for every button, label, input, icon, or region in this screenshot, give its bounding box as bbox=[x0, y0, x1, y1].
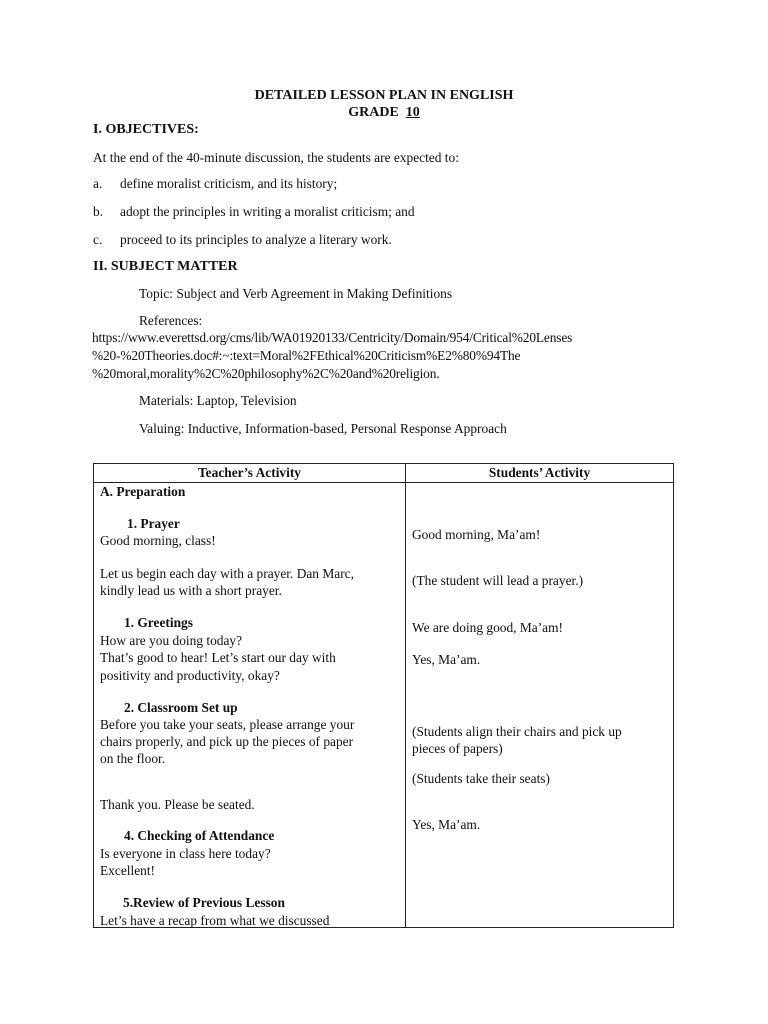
subject-matter-heading: II. SUBJECT MATTER bbox=[93, 259, 238, 274]
header-divider bbox=[94, 482, 673, 483]
objective-text: define moralist criticism, and its history; bbox=[120, 176, 338, 191]
teacher-text: How are you doing today? bbox=[100, 633, 243, 648]
students-column-header: Students’ Activity bbox=[488, 465, 591, 480]
objective-item-c bbox=[0, 232, 700, 250]
document-title: DETAILED LESSON PLAN IN ENGLISH bbox=[254, 88, 514, 103]
topic-line: Topic: Subject and Verb Agreement in Making Definitions bbox=[139, 286, 453, 301]
attendance-heading: 4. Checking of Attendance bbox=[124, 828, 275, 843]
teacher-text: Excellent! bbox=[100, 863, 156, 878]
teacher-text: Before you take your seats, please arrange your bbox=[100, 717, 355, 732]
teacher-text: kindly lead us with a short prayer. bbox=[100, 583, 282, 598]
objective-item-b bbox=[0, 204, 700, 222]
student-response: Yes, Ma’am. bbox=[412, 817, 481, 832]
objectives-heading: I. OBJECTIVES: bbox=[93, 122, 199, 137]
objective-text: adopt the principles in writing a moralist criticism; and bbox=[120, 204, 415, 219]
teacher-text: on the floor. bbox=[100, 751, 166, 766]
teacher-text: positivity and productivity, okay? bbox=[100, 668, 280, 683]
grade-value: 10 bbox=[405, 105, 420, 120]
objective-letter: b. bbox=[93, 204, 104, 219]
student-response: (Students take their seats) bbox=[412, 771, 550, 786]
student-response: We are doing good, Ma’am! bbox=[412, 620, 564, 635]
greetings-heading: 1. Greetings bbox=[124, 615, 193, 630]
materials-line: Materials: Laptop, Television bbox=[139, 393, 297, 408]
student-response: pieces of papers) bbox=[412, 741, 503, 756]
references-label: References: bbox=[139, 313, 203, 328]
reference-url-line-2: %20-%20Theories.doc#:~:text=Moral%2FEthical%20Criticism%E2%80%94The bbox=[92, 348, 521, 363]
student-response: Yes, Ma’am. bbox=[412, 652, 481, 667]
grade-label: GRADE bbox=[348, 105, 399, 120]
column-divider bbox=[405, 464, 406, 927]
objective-text: proceed to its principles to analyze a literary work. bbox=[120, 232, 392, 247]
objective-letter: a. bbox=[93, 176, 103, 191]
objectives-intro: At the end of the 40-minute discussion, the students are expected to: bbox=[93, 150, 459, 165]
student-response: (The student will lead a prayer.) bbox=[412, 573, 584, 588]
activity-table bbox=[93, 463, 674, 928]
teacher-text: chairs properly, and pick up the pieces of paper bbox=[100, 734, 354, 749]
teacher-text: Let us begin each day with a prayer. Dan Marc, bbox=[100, 566, 354, 581]
reference-url-line-3: %20moral,morality%2C%20philosophy%2C%20and%20religion. bbox=[92, 366, 440, 381]
prayer-heading: 1. Prayer bbox=[127, 516, 180, 531]
teacher-column-header: Teacher’s Activity bbox=[197, 465, 301, 480]
teacher-text: Good morning, class! bbox=[100, 533, 216, 548]
teacher-text: Thank you. Please be seated. bbox=[100, 797, 255, 812]
teacher-text: Is everyone in class here today? bbox=[100, 846, 271, 861]
student-response: (Students align their chairs and pick up bbox=[412, 724, 622, 739]
classroom-setup-heading: 2. Classroom Set up bbox=[124, 700, 238, 715]
objective-letter: c. bbox=[93, 232, 103, 247]
teacher-text: That’s good to hear! Let’s start our day with bbox=[100, 650, 336, 665]
preparation-heading: A. Preparation bbox=[100, 484, 186, 499]
objective-item-a bbox=[0, 176, 700, 194]
valuing-line: Valuing: Inductive, Information-based, Personal Response Approach bbox=[139, 421, 507, 436]
reference-url-line-1: https://www.everettsd.org/cms/lib/WA01920133/Centricity/Domain/954/Critical%20Lenses bbox=[92, 330, 573, 345]
review-heading: 5.Review of Previous Lesson bbox=[123, 895, 285, 910]
grade-line bbox=[0, 105, 768, 121]
teacher-text: Let’s have a recap from what we discussed bbox=[100, 913, 330, 928]
student-response: Good morning, Ma’am! bbox=[412, 527, 541, 542]
